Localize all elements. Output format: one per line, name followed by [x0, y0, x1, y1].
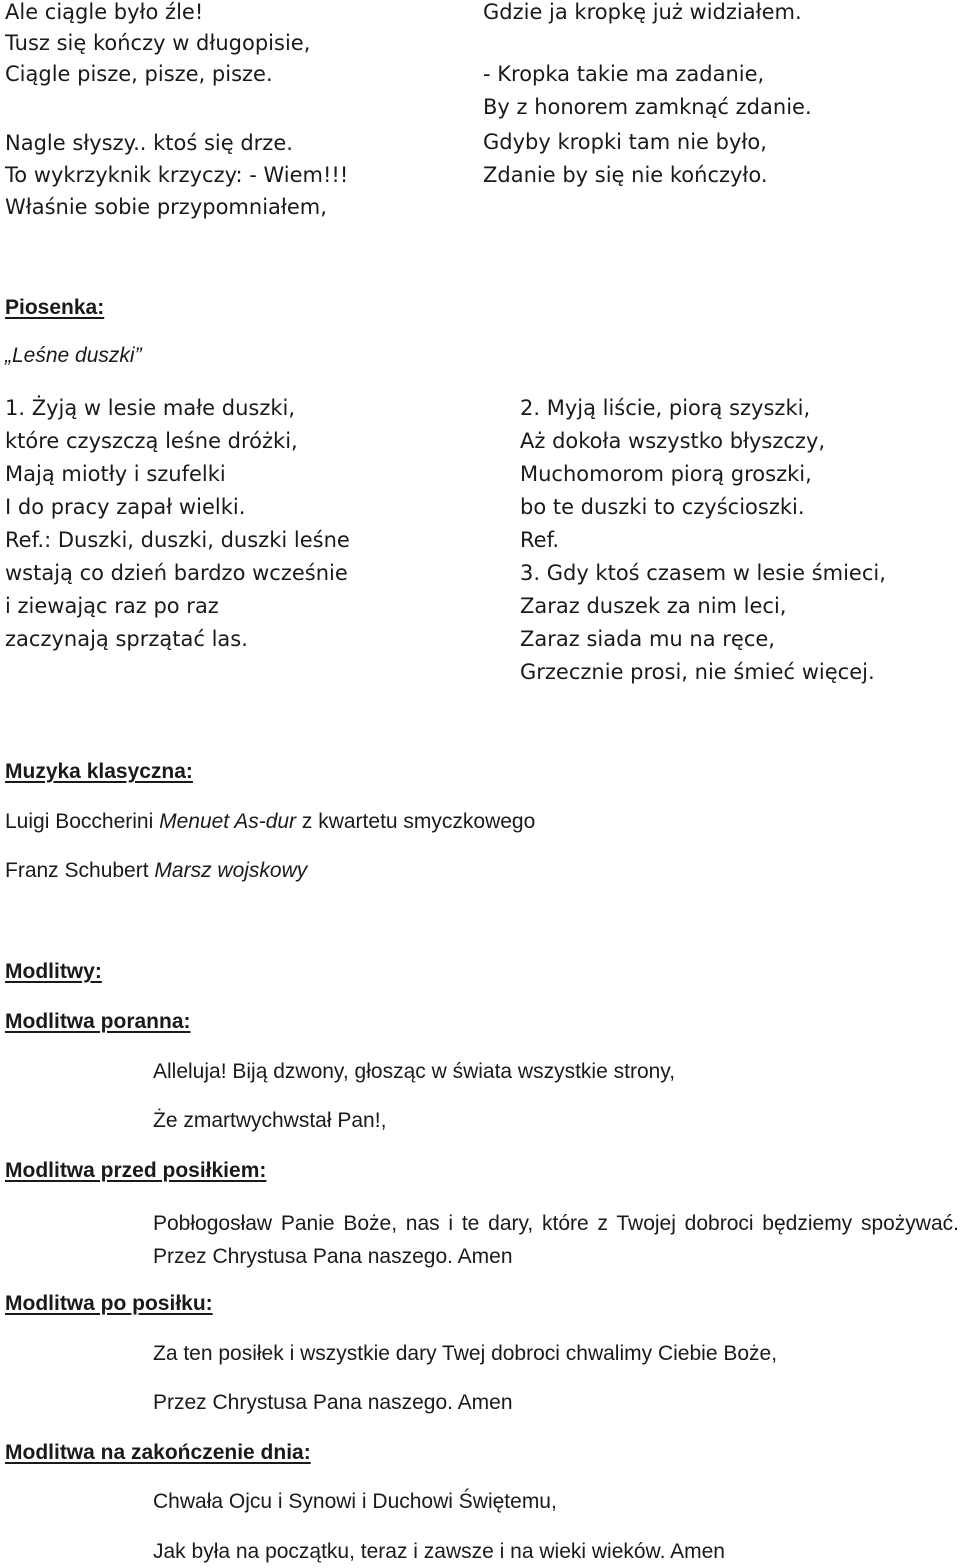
verse-line: 3. Gdy ktoś czasem w lesie śmieci,	[520, 561, 886, 585]
verse-line: Ref.	[520, 528, 560, 552]
poem-line: To wykrzyknik krzyczy: - Wiem!!!	[5, 163, 349, 187]
verse-line: I do pracy zapał wielki.	[5, 495, 246, 519]
song-heading: Piosenka:	[5, 296, 105, 319]
verse-line: bo te duszki to czyścioszki.	[520, 495, 805, 519]
verse-line: Aż dokoła wszystko błyszczy,	[520, 429, 826, 453]
poem-line: Ciągle pisze, pisze, pisze.	[5, 62, 273, 86]
verse-line: 2. Myją liście, piorą szyszki,	[520, 396, 811, 420]
poem-line: Ale ciągle było źle!	[5, 0, 204, 24]
poem-line: Zdanie by się nie kończyło.	[483, 163, 768, 187]
evening-prayer-line: Chwała Ojcu i Synowi i Duchowi Świętemu,	[153, 1490, 557, 1513]
before-meal-prayer-text: Pobłogosław Panie Boże, nas i te dary, które z Twojej dobroci będziemy spożywać. Przez Chrystusa Pana naszego. Amen	[153, 1212, 959, 1268]
verse-line: Ref.: Duszki, duszki, duszki leśne	[5, 528, 350, 552]
verse-line: zaczynają sprzątać las.	[5, 627, 248, 651]
verse-line: Mają miotły i szufelki	[5, 462, 226, 486]
music-item-1	[5, 810, 535, 834]
morning-prayer-line: Że zmartwychwstał Pan!,	[153, 1109, 387, 1132]
song-title: „Leśne duszki”	[5, 344, 142, 367]
composer: Luigi Boccherini	[5, 810, 160, 833]
prayers-heading: Modlitwy:	[5, 960, 102, 983]
after-meal-prayer-heading: Modlitwa po posiłku:	[5, 1292, 213, 1315]
after-meal-prayer-line: Za ten posiłek i wszystkie dary Twej dobroci chwalimy Ciebie Boże,	[153, 1342, 778, 1365]
poem-line: Tusz się kończy w długopisie,	[5, 31, 311, 55]
composer: Franz Schubert	[5, 859, 155, 882]
work-note: z kwartetu smyczkowego	[296, 810, 536, 833]
verse-line: które czyszczą leśne dróżki,	[5, 429, 298, 453]
verse-line: 1. Żyją w lesie małe duszki,	[5, 396, 296, 420]
poem-line: Nagle słyszy.. ktoś się drze.	[5, 131, 293, 155]
evening-prayer-line: Jak była na początku, teraz i zawsze i na wieki wieków. Amen	[153, 1540, 725, 1563]
evening-prayer-heading: Modlitwa na zakończenie dnia:	[5, 1441, 311, 1464]
poem-line: Gdyby kropki tam nie było,	[483, 130, 767, 154]
verse-line: Grzecznie prosi, nie śmieć więcej.	[520, 660, 875, 684]
verse-line: Zaraz siada mu na ręce,	[520, 627, 775, 651]
poem-line: - Kropka takie ma zadanie,	[483, 62, 765, 86]
before-meal-prayer-heading: Modlitwa przed posiłkiem:	[5, 1159, 267, 1182]
verse-line: wstają co dzień bardzo wcześnie	[5, 561, 348, 585]
work-title: Marsz wojskowy	[154, 859, 308, 882]
verse-line: Muchomorom piorą groszki,	[520, 462, 812, 486]
poem-line: By z honorem zamknąć zdanie.	[483, 95, 812, 119]
verse-line: Zaraz duszek za nim leci,	[520, 594, 787, 618]
poem-line: Właśnie sobie przypomniałem,	[5, 195, 327, 219]
verse-line: i ziewając raz po raz	[5, 594, 219, 618]
music-heading: Muzyka klasyczna:	[5, 760, 193, 783]
after-meal-prayer-line: Przez Chrystusa Pana naszego. Amen	[153, 1391, 513, 1414]
music-item-2	[5, 859, 307, 883]
morning-prayer-heading: Modlitwa poranna:	[5, 1010, 191, 1033]
morning-prayer-line: Alleluja! Biją dzwony, głosząc w świata wszystkie strony,	[153, 1060, 676, 1083]
poem-line: Gdzie ja kropkę już widziałem.	[483, 0, 802, 24]
work-title: Menuet As-dur	[159, 810, 297, 833]
